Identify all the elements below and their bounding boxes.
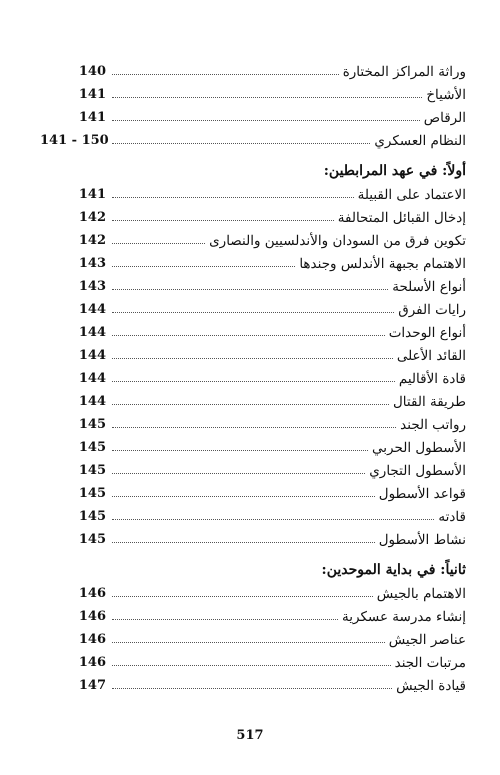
leader-dots	[112, 120, 420, 121]
toc-entry-page: 146	[78, 586, 106, 601]
toc-entry-page: 144	[78, 302, 106, 317]
toc-entry	[40, 506, 466, 528]
leader-dots	[112, 74, 339, 75]
toc-entry	[40, 253, 466, 275]
toc-entry-title: تكوين فرق من السودان والأندلسيين والنصارى	[209, 230, 466, 252]
toc-entry-title: إنشاء مدرسة عسكرية	[342, 606, 466, 628]
toc-entry-title: إدخال القبائل المتحالفة	[338, 207, 466, 229]
toc-entry-page: 145	[78, 440, 106, 455]
toc-entry-title: قادة الأقاليم	[399, 368, 466, 390]
toc-entry-title: وراثة المراكز المختارة	[343, 61, 466, 83]
leader-dots	[112, 665, 391, 666]
leader-dots	[112, 220, 334, 221]
toc-entry	[40, 583, 466, 605]
toc-entry-title: الأسطول التجاري	[369, 460, 466, 482]
toc-entry-page: 145	[78, 486, 106, 501]
toc-entry-title: نشاط الأسطول	[379, 529, 466, 551]
toc-entry-page: 147	[78, 678, 106, 693]
toc-entry	[40, 230, 466, 252]
toc-entry-page: 142	[78, 233, 106, 248]
toc-entry-title: قادته	[438, 506, 466, 528]
toc-entry	[40, 652, 466, 674]
toc-entry-page: 145	[78, 532, 106, 547]
toc-entry	[40, 368, 466, 390]
toc-entry-page: 141	[78, 187, 106, 202]
toc-entry	[40, 276, 466, 298]
leader-dots	[112, 473, 365, 474]
leader-dots	[112, 688, 392, 689]
toc-entry-title: عناصر الجيش	[389, 629, 466, 651]
leader-dots	[112, 289, 388, 290]
leader-dots	[112, 312, 394, 313]
leader-dots	[112, 97, 422, 98]
toc-entry	[40, 184, 466, 206]
toc-entry	[40, 61, 466, 83]
toc-entry	[40, 606, 466, 628]
toc-entry	[40, 299, 466, 321]
toc-entry-page: 144	[78, 371, 106, 386]
leader-dots	[112, 619, 338, 620]
leader-dots	[112, 542, 375, 543]
toc-entry-page: 140	[78, 64, 106, 79]
leader-dots	[112, 143, 370, 144]
toc-entry-title: الاهتمام بالجيش	[377, 583, 466, 605]
toc-entry	[40, 675, 466, 697]
toc-entry-title: الأسطول الحربي	[372, 437, 466, 459]
toc-entry	[40, 391, 466, 413]
toc-entry-title: أنواع الوحدات	[389, 322, 466, 344]
toc-entry-page: 146	[78, 655, 106, 670]
toc-entry	[40, 529, 466, 551]
toc-entry	[40, 437, 466, 459]
toc-entry	[40, 207, 466, 229]
toc-entry-title: رواتب الجند	[400, 414, 466, 436]
leader-dots	[112, 335, 385, 336]
toc-entry-page: 143	[78, 256, 106, 271]
toc-entry-page: 144	[78, 394, 106, 409]
toc-entry-page: 145	[78, 417, 106, 432]
toc-entry-title: الاهتمام بجبهة الأندلس وجندها	[299, 253, 466, 275]
leader-dots	[112, 496, 375, 497]
toc-entry-title: الاعتماد على القبيلة	[358, 184, 466, 206]
toc-entry-page: 145	[78, 509, 106, 524]
leader-dots	[112, 642, 385, 643]
toc-entry-title: قيادة الجيش	[396, 675, 466, 697]
leader-dots	[112, 519, 434, 520]
toc-entry-page: 143	[78, 279, 106, 294]
leader-dots	[112, 450, 368, 451]
toc-entry-page: 144	[78, 325, 106, 340]
leader-dots	[112, 358, 393, 359]
toc-entry	[40, 345, 466, 367]
toc-entry	[40, 483, 466, 505]
toc-entry-title: طريقة القتال	[393, 391, 466, 413]
toc-entry-page: 146	[78, 632, 106, 647]
toc-entry	[40, 130, 466, 152]
toc-entry	[40, 322, 466, 344]
toc-entry-title: الأشياخ	[426, 84, 466, 106]
toc-entry-page: 141	[78, 110, 106, 125]
leader-dots	[112, 266, 295, 267]
toc-entry-title: أنواع الأسلحة	[392, 276, 466, 298]
leader-dots	[112, 596, 373, 597]
toc-entry-page: 146	[78, 609, 106, 624]
toc-entry	[40, 107, 466, 129]
page-number: 517	[236, 728, 264, 743]
toc-entry-page: 144	[78, 348, 106, 363]
leader-dots	[112, 427, 396, 428]
toc-entry-title: النظام العسكري	[374, 130, 466, 152]
toc-entry-title: مرتبات الجند	[395, 652, 466, 674]
leader-dots	[112, 404, 389, 405]
leader-dots	[112, 197, 354, 198]
toc-entry-page: 141 - 150	[40, 133, 109, 148]
toc-entry-title: قواعد الأسطول	[379, 483, 466, 505]
section-heading: أولاً: في عهد المرابطين:	[323, 163, 466, 179]
toc-entry	[40, 84, 466, 106]
toc-entry	[40, 414, 466, 436]
leader-dots	[112, 243, 205, 244]
section-heading: ثانياً: في بداية الموحدين:	[321, 562, 466, 578]
toc-entry-page: 145	[78, 463, 106, 478]
toc-entry-title: رايات الفرق	[398, 299, 466, 321]
leader-dots	[112, 381, 395, 382]
toc-entry	[40, 460, 466, 482]
toc-entry-title: القائد الأعلى	[397, 345, 466, 367]
toc-entry-page: 141	[78, 87, 106, 102]
toc-entry	[40, 629, 466, 651]
toc-entry-title: الرقاص	[424, 107, 466, 129]
toc-entry-page: 142	[78, 210, 106, 225]
